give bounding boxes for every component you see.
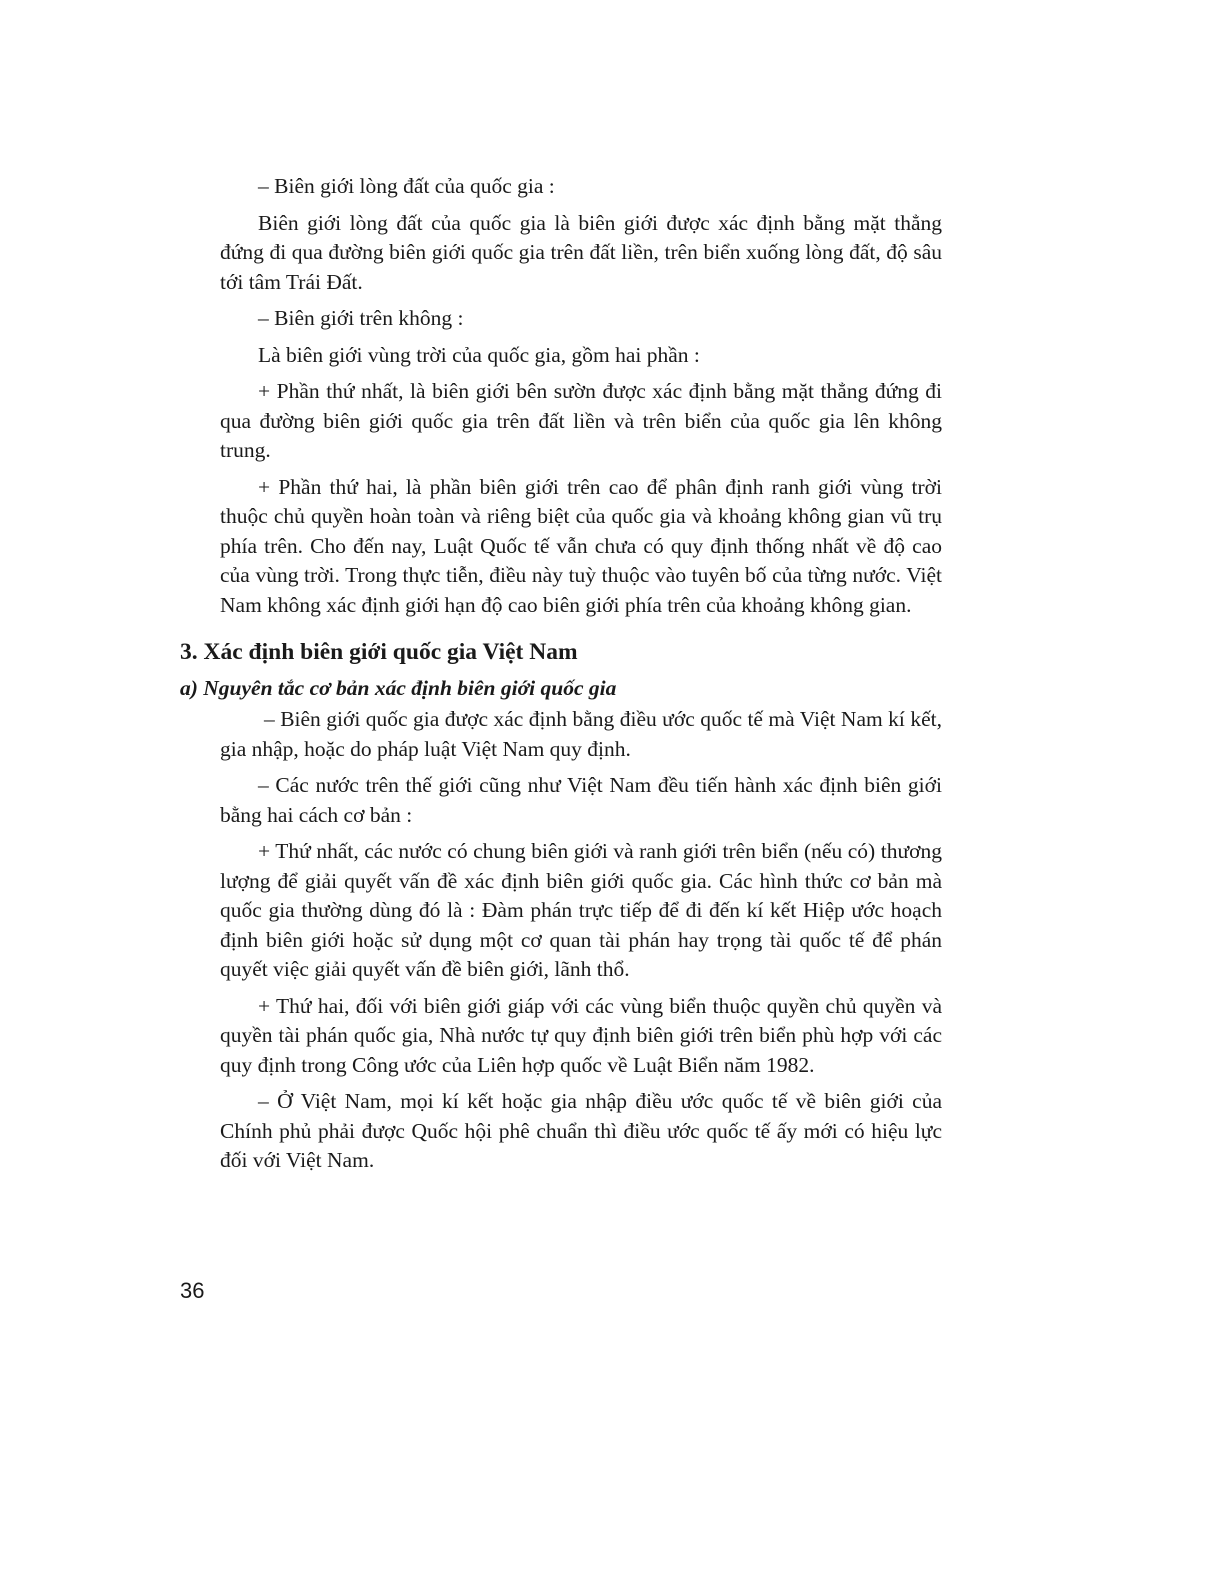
paragraph-airspace-two-parts: Là biên giới vùng trời của quốc gia, gồm hai phần : bbox=[258, 342, 700, 367]
section-heading: 3. Xác định biên giới quốc gia Việt Nam bbox=[180, 639, 578, 665]
paragraph-treaty-basis: – Biên giới quốc gia được xác định bằng điều ước quốc tế mà Việt Nam kí kết, gia nhập, hoặc do pháp luật Việt Nam quy định. bbox=[220, 707, 942, 761]
page-content bbox=[180, 172, 942, 1183]
paragraph-method-one: + Thứ nhất, các nước có chung biên giới và ranh giới trên biển (nếu có) thương lượng để giải quyết vấn đề xác định biên giới quốc gia. Các hình thức cơ bản mà quốc gia thường dùng đó là : Đàm phán trực tiếp để đi đến kí kết Hiệp ước hoạch định biên giới hoặc sử dụng một cơ quan tài phán hay trọng tài quốc tế để phán quyết việc giải quyết vấn đề biên giới, lãnh thổ. bbox=[220, 839, 942, 981]
paragraph-two-methods: – Các nước trên thế giới cũng như Việt Nam đều tiến hành xác định biên giới bằng hai cách cơ bản : bbox=[220, 773, 942, 827]
paragraph-airspace-part-one: + Phần thứ nhất, là biên giới bên sườn được xác định bằng mặt thẳng đứng đi qua đường biên giới quốc gia trên đất liền và trên biển của quốc gia lên không trung. bbox=[220, 379, 942, 462]
paragraph-subsoil-border-label: – Biên giới lòng đất của quốc gia : bbox=[258, 174, 555, 198]
page-number: 36 bbox=[180, 1278, 205, 1303]
paragraph-airspace-border-label: – Biên giới trên không : bbox=[258, 306, 464, 330]
paragraph-airspace-part-two: + Phần thứ hai, là phần biên giới trên cao để phân định ranh giới vùng trời thuộc chủ quyền hoàn toàn và riêng biệt của quốc gia và khoảng không gian vũ trụ phía trên. Cho đến nay, Luật Quốc tế vẫn chưa có quy định thống nhất về độ cao của vùng trời. Trong thực tiễn, điều này tuỳ thuộc vào tuyên bố của từng nước. Việt Nam không xác định giới hạn độ cao biên giới phía trên của khoảng không gian. bbox=[220, 474, 942, 617]
paragraph-ratification: – Ở Việt Nam, mọi kí kết hoặc gia nhập điều ước quốc tế về biên giới của Chính phủ phải được Quốc hội phê chuẩn thì điều ước quốc tế ấy mới có hiệu lực đối với Việt Nam. bbox=[220, 1089, 942, 1172]
paragraph-subsoil-border-definition: Biên giới lòng đất của quốc gia là biên giới được xác định bằng mặt thẳng đứng đi qua đường biên giới quốc gia trên đất liền, trên biển xuống lòng đất, độ sâu tới tâm Trái Đất. bbox=[220, 210, 942, 294]
paragraph-method-two: + Thứ hai, đối với biên giới giáp với các vùng biển thuộc quyền chủ quyền và quyền tài phán quốc gia, Nhà nước tự quy định biên giới trên biển phù hợp với các quy định trong Công ước của Liên hợp quốc về Luật Biển năm 1982. bbox=[220, 993, 942, 1077]
subsection-heading: a) Nguyên tắc cơ bản xác định biên giới quốc gia bbox=[180, 676, 617, 700]
